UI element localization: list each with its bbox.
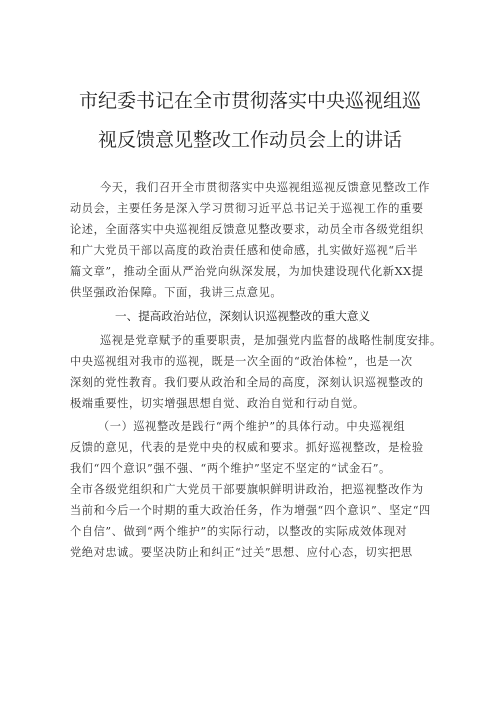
paragraph-3-line: 我们“四个意识”强不强、“两个维护”坚定不坚定的“试金石”。 xyxy=(70,462,391,475)
document-title-line-1: 市纪委书记在全市贯彻落实中央巡视组巡 xyxy=(78,90,421,112)
section-heading-1: 一、提高政治站位，深刻认识巡视整改的重大意义 xyxy=(115,309,371,323)
paragraph-1-line: 供坚强政治保障。下面，我讲三点意见。 xyxy=(70,286,283,299)
paragraph-1-line: 篇文章”，推动全面从严治党向纵深发展，为加快建设现代化新XX提 xyxy=(70,265,424,278)
paragraph-2-line: 中央巡视组对我市的巡视，既是一次全面的“政治体检”，也是一次 xyxy=(70,355,413,368)
paragraph-1-line: 动员会，主要任务是深入学习贯彻习近平总书记关于巡视工作的重要 xyxy=(70,202,424,215)
paragraph-3-line: （一）巡视整改是践行“两个维护”的具体行动。中央巡视组 xyxy=(98,420,406,433)
paragraph-3-line: 党绝对忠诚。要坚决防止和纠正“过关”思想、应付心态，切实把思 xyxy=(70,546,413,559)
paragraph-2-line: 极端重要性，切实增强思想自觉、政治自觉和行动自觉。 xyxy=(70,397,365,410)
paragraph-2-line: 深刻的党性教育。我们要从政治和全局的高度，深刻认识巡视整改的 xyxy=(70,376,424,389)
paragraph-3-line: 反馈的意见，代表的是党中央的权威和要求。抓好巡视整改，是检验 xyxy=(70,441,424,454)
paragraph-3-line: 个自信”、做到“两个维护”的实际行动，以整改的实际成效体现对 xyxy=(70,525,408,538)
paragraph-1-line: 论述，全面落实中央巡视组反馈意见整改要求，动员全市各级党组织 xyxy=(70,223,424,236)
document-title-line-2: 视反馈意见整改工作动员会上的讲话 xyxy=(97,129,402,151)
paragraph-3-line: 当前和今后一个时期的重大政治任务，作为增强“四个意识”、坚定“四 xyxy=(70,504,431,517)
paragraph-1-line: 和广大党员干部以高度的政治责任感和使命感，扎实做好巡视“后半 xyxy=(70,244,419,257)
paragraph-2-line: 巡视是党章赋予的重要职责，是加强党内监督的战略性制度安排。 xyxy=(100,334,442,347)
paragraph-3-line: 全市各级党组织和广大党员干部要旗帜鲜明讲政治，把巡视整改作为 xyxy=(70,483,424,496)
paragraph-1-line: 今天，我们召开全市贯彻落实中央巡视组巡视反馈意见整改工作 xyxy=(100,181,431,194)
